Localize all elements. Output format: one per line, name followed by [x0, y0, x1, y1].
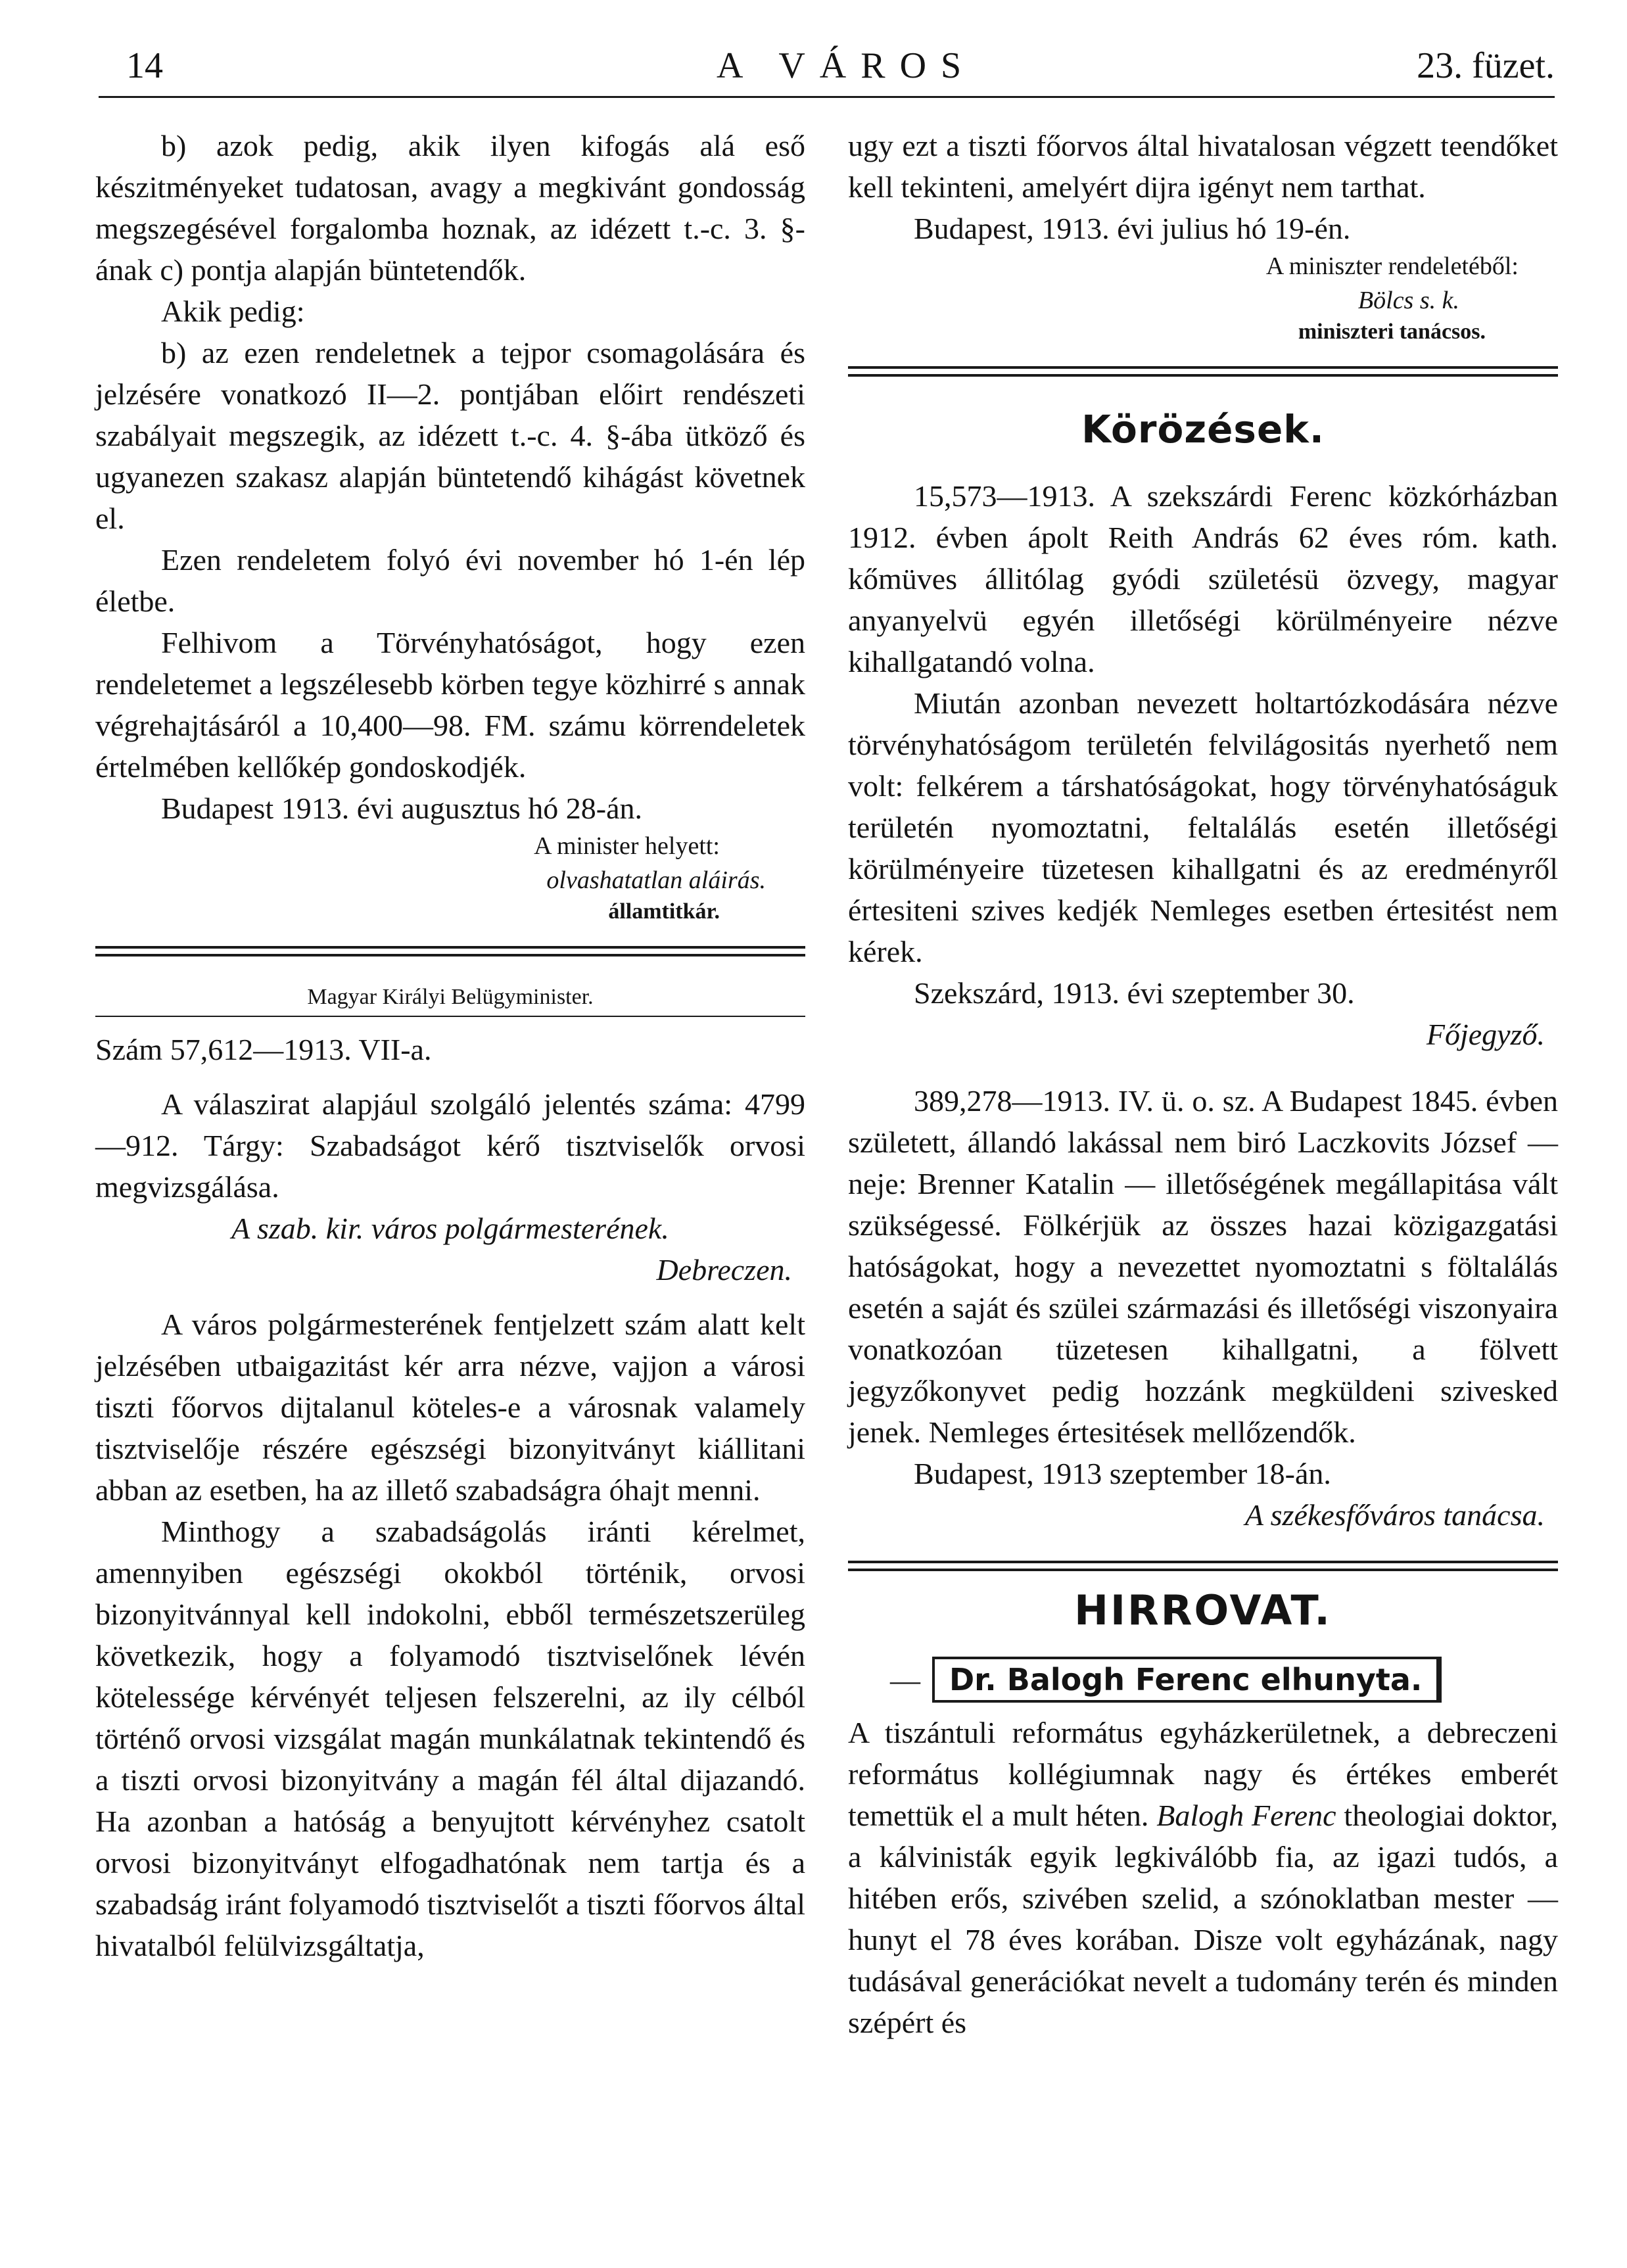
page-header	[99, 39, 1555, 99]
paragraph: Akik pedig:	[161, 295, 305, 328]
paragraph: A válaszirat alapjául szolgáló jelentés száma: 4799—912. Tárgy: Szabadságot kérő tisztviselők orvosi megvizsgálása.	[95, 1087, 805, 1204]
section-divider	[848, 366, 1558, 377]
news-headline-line	[848, 1657, 1558, 1703]
date-line: Szekszárd, 1913. évi szeptember 30.	[914, 976, 1355, 1010]
person-name: Balogh Ferenc	[1156, 1799, 1336, 1832]
signature-name: A székesfőváros tanácsa.	[1244, 1498, 1545, 1532]
paragraph: Miután azonban nevezett holtartózkodására nézve törvényhatóságom területén felvilágositás nyerhető nem volt: felkérem a társhatóságokat, hogy törvényhatóságuk területén nyomoztatni, feltalálás esetén illetőségi körülményeire tüzetesen kihallgatni és az eredményről értesiteni szives kedjék Nemleges esetben értesitést nem kérek.	[848, 686, 1558, 968]
heading-rule	[95, 1016, 805, 1017]
news-headline: Dr. Balogh Ferenc elhunyta.	[932, 1657, 1442, 1703]
signature-role: miniszteri tanácsos.	[1298, 319, 1486, 344]
paragraph: A város polgármesterének fentjelzett szám alatt kelt jelzésében utbaigazitást kér arra nézve, vajjon a városi tiszti főorvos dijtalanul köteles-e a városnak valamely tisztviselője részére egészségi bizonyitványt kiállitani abban az esetben, ha az illető szabadságra óhajt menni.	[95, 1308, 805, 1507]
addressee-city: Debreczen.	[656, 1253, 792, 1287]
paragraph: 15,573—1913. A szekszárdi Ferenc közkórházban 1912. évben ápolt Reith András 62 éves róm. kath. kőmüves állitólag gyódi születésü özvegy, magyar anyanyelvü egyén illetőségi körülményeire nézve kihallgatandó volna.	[848, 479, 1558, 678]
signature-name: Bölcs s. k.	[1357, 287, 1459, 314]
paragraph: b) az ezen rendeletnek a tejpor csomagolására és jelzésére vonatkozó II—2. pontjában előirt rendészeti szabályait megszegik, az idézett t.-c. 4. §-ába ütköző és ugyanezen szakasz alapján büntetendő kihágást követnek el.	[95, 336, 805, 535]
document-number: Szám 57,612—1913. VII-a.	[95, 1033, 432, 1066]
journal-title: A VÁROS	[717, 45, 976, 86]
section-title: Körözések.	[1081, 407, 1325, 452]
signature-title: A minister helyett:	[534, 832, 720, 860]
paragraph	[848, 1712, 1558, 2043]
section-divider	[848, 1561, 1558, 1571]
left-column	[95, 125, 805, 1966]
section-divider	[95, 946, 805, 957]
paragraph: 389,278—1913. IV. ü. o. sz. A Budapest 1845. évben született, állandó lakással nem biró Laczkovits József — neje: Brenner Katalin — illetőségének megállapitása vált szükségessé. Fölkérjük az összes hazai közigazgatási hatóságokat, hogy a nevezettet nyomoztatni s föltalálás esetén a saját és szülei származási és illetőségi viszonyaira vonatkozóan tüzetesen kihallgatni, a fölvett jegyzőkonyvet pedig hozzánk megküldeni szivesked jenek. Nemleges értesitések mellőzendők.	[848, 1084, 1558, 1449]
paragraph: Felhivom a Törvényhatóságot, hogy ezen rendeletemet a legszélesebb körben tegye közhirré s annak végrehajtásáról a 10,400—98. FM. számu körrendeletek értelmében kellőkép gondoskodjék.	[95, 626, 805, 784]
paragraph: ugy ezt a tiszti főorvos által hivatalosan végzett teendőket kell tekinteni, amelyért dijra igényt nem tarthat.	[848, 129, 1558, 204]
signature-name: Főjegyző.	[1426, 1018, 1545, 1051]
ministry-heading: Magyar Királyi Belügyminister.	[307, 985, 594, 1009]
section-title: HIRROVAT.	[1074, 1586, 1332, 1634]
date-line: Budapest, 1913 szeptember 18-án.	[914, 1457, 1331, 1490]
signature-role: államtitkár.	[608, 899, 720, 924]
signature-name: olvashatatlan aláirás.	[546, 866, 766, 894]
date-line: Budapest, 1913. évi julius hó 19-én.	[914, 212, 1351, 245]
paragraph-text: A tiszántuli református egyházkerületnek, a debreczeni református kollégiumnak nagy és értékes emberét temettük el a mult héten.	[848, 1716, 1558, 1832]
page-number: 14	[126, 45, 163, 86]
paragraph-text: theologiai doktor, a kálvinisták egyik legkiválóbb fia, az igazi tudós, a hitében erős, szivében szelid, a szónoklatban mester — hunyt el 78 éves korában. Disze volt egyházának, nagy tudásával generációkat nevelt a tudomány terén és minden szépért és	[848, 1799, 1558, 2039]
signature-title: A miniszter rendeletéből:	[1265, 252, 1519, 280]
date-line: Budapest 1913. évi augusztus hó 28-án.	[161, 791, 643, 825]
right-column	[848, 125, 1558, 2043]
issue-number: 23. füzet.	[1417, 45, 1555, 86]
addressee: A szab. kir. város polgármesterének.	[231, 1212, 669, 1245]
paragraph: b) azok pedig, akik ilyen kifogás alá eső készitményeket tudatosan, avagy a megkivánt gondosság megszegésével forgalomba hoznak, az idézett t.-c. 3. §-ának c) pontja alapján büntetendők.	[95, 129, 805, 287]
paragraph: Ezen rendeletem folyó évi november hó 1-én lép életbe.	[95, 543, 805, 618]
paragraph: Minthogy a szabadságolás iránti kérelmet, amennyiben egészségi okokból történik, orvosi bizonyitvánnyal kell indokolni, ebből természetszerüleg következik, hogy a folyamodó tisztviselőnek lévén kötelessége kérvényét teljesen felszerelni, az ily célból történő orvosi vizsgálat magán munkálatnak tekintendő és a tiszti orvosi bizonyitvány a magán fél által dijazandó. Ha azonban a hatóság a benyujtott kérvényhez csatolt orvosi bizonyitványt elfogadhatónak nem tartja és a szabadság iránt folyamodó tisztviselőt a tiszti főorvos által hivatalból felülvizsgáltatja,	[95, 1515, 805, 1962]
headline-dash: —	[890, 1663, 920, 1697]
header-rule	[99, 96, 1555, 98]
